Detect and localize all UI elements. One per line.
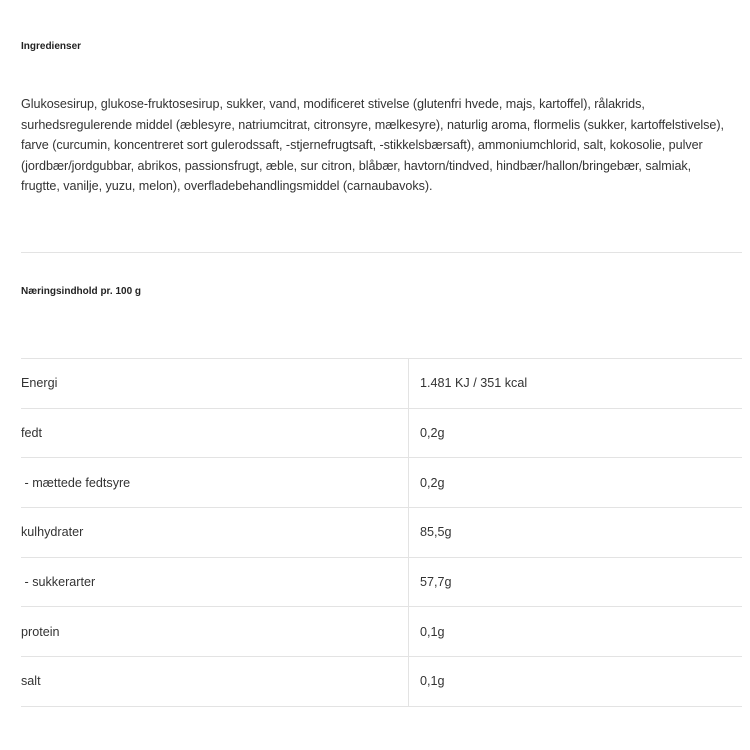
nutrient-name: - mættede fedtsyre [21, 458, 409, 508]
nutrient-name: - sukkerarter [21, 557, 409, 607]
nutrition-row-protein [21, 607, 742, 657]
nutrient-value: 0,1g [409, 657, 743, 707]
nutrient-name: fedt [21, 408, 409, 458]
nutrient-name: salt [21, 657, 409, 707]
ingredients-heading: Ingredienser [21, 41, 82, 52]
nutrient-name: Energi [21, 359, 409, 409]
nutrient-value: 0,2g [409, 458, 743, 508]
nutrition-heading: Næringsindhold pr. 100 g [21, 286, 142, 297]
section-divider [21, 252, 742, 253]
nutrient-value: 0,1g [409, 607, 743, 657]
nutrient-value: 57,7g [409, 557, 743, 607]
nutrient-value: 1.481 KJ / 351 kcal [409, 359, 743, 409]
nutrition-row-kulhydrater [21, 508, 742, 558]
nutrition-row-fedt [21, 408, 742, 458]
nutrient-value: 0,2g [409, 408, 743, 458]
nutrition-table [21, 358, 742, 707]
nutrient-name: kulhydrater [21, 508, 409, 558]
nutrient-value: 85,5g [409, 508, 743, 558]
ingredients-text: Glukosesirup, glukose-fruktosesirup, sukker, vand, modificeret stivelse (glutenfri hvede, majs, kartoffel), rålakrids, surhedsregulerende middel (æblesyre, natriumcitrat, citronsyre, mælkesyre), naturlig aroma, flormelis (sukker, kartoffelstivelse), farve (curcumin, koncentreret sort gulerodssaft, -stjernefrugtsaft, -stikkelsbærsaft), ammoniumchlorid, salt, kokosolie, pulver (jordbær/jordgubbar, abrikos, passionsfrugt, æble, sur citron, blåbær, havtorn/tindved, hindbær/hallon/bringebær, salmiak, frugtte, vanilje, yuzu, melon), overfladebehandlingsmiddel (carnaubavoks). [21, 97, 724, 193]
nutrition-row-sukkerarter [21, 557, 742, 607]
nutrition-row-salt [21, 657, 742, 707]
nutrition-row-maettede-fedtsyre [21, 458, 742, 508]
nutrition-row-energi [21, 359, 742, 409]
nutrient-name: protein [21, 607, 409, 657]
